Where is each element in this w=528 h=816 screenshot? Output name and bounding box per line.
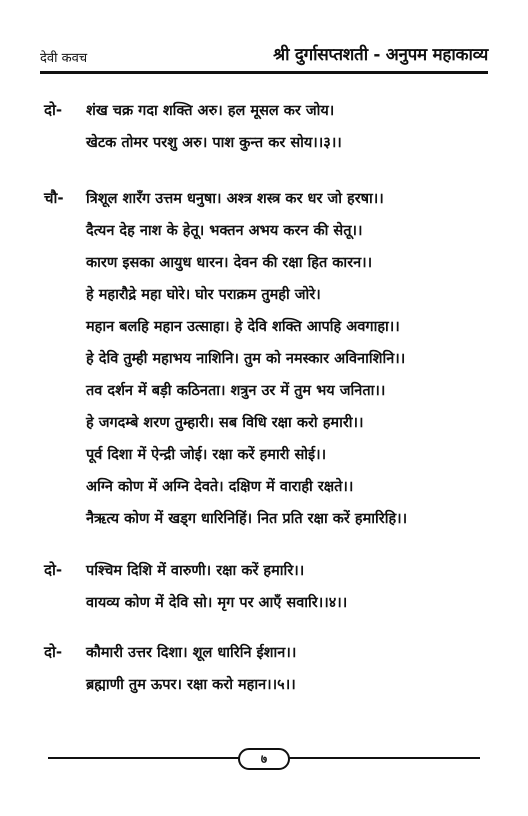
verse-line: हे महारौद्रे महा घोरे। घोर पराक्रम तुमही जोरे। xyxy=(86,287,321,303)
verse-line: शंख चक्र गदा शक्ति अरु। हल मूसल कर जोय। xyxy=(86,103,335,119)
section-title: देवी कवच xyxy=(40,51,88,66)
header-divider xyxy=(40,71,488,74)
book-title: श्री दुर्गासप्तशती - अनुपम महाकाव्य xyxy=(273,45,488,65)
verse-line: त्रिशूल शारँग उत्तम धनुषा। अश्त्र शस्त्र कर धर जो हरषा।। xyxy=(86,191,384,207)
stanza-lines xyxy=(86,188,498,540)
stanza-label: दो- xyxy=(44,101,63,119)
verse-line: ब्रह्माणी तुम ऊपर। रक्षा करो महान।।५।। xyxy=(86,677,296,693)
verse-line: पश्चिम दिशि में वारुणी। रक्षा करें हमारि।। xyxy=(86,563,305,579)
verse-line: अग्नि कोण में अग्नि देवते। दक्षिण में वाराही रक्षते।। xyxy=(86,479,354,495)
page-footer xyxy=(48,748,480,768)
verse-line: हे जगदम्बे शरण तुम्हारी। सब विधि रक्षा करो हमारी।। xyxy=(86,415,364,431)
page-header xyxy=(40,40,488,74)
stanza-lines xyxy=(86,560,498,624)
stanza-label: दो- xyxy=(44,561,63,579)
verse-line: खेटक तोमर परशु अरु। पाश कुन्त कर सोय।।३।। xyxy=(86,135,342,151)
verse-line: कौमारी उत्तर दिशा। शूल धारिनि ईशान।। xyxy=(86,645,297,661)
stanza-label: दो- xyxy=(44,643,63,661)
verse-line: दैत्यन देह नाश के हेतू। भक्तन अभय करन की सेतू।। xyxy=(86,223,363,239)
stanza-lines xyxy=(86,100,498,164)
verse-line: पूर्व दिशा में ऐन्द्री जोई। रक्षा करें हमारी सोई।। xyxy=(86,447,327,463)
verse-line: महान बलहि महान उत्साहा। हे देवि शक्ति आपहि अवगाहा।। xyxy=(86,319,400,335)
verse-line: वायव्य कोण में देवि सो। मृग पर आएँ सवारि।।४।। xyxy=(86,595,348,611)
stanza-label: चौ- xyxy=(44,189,64,207)
verse-line: कारण इसका आयुध धारन। देवन की रक्षा हित कारन।। xyxy=(86,255,373,271)
verse-line: हे देवि तुम्ही महाभय नाशिनि। तुम को नमस्कार अविनाशिनि।। xyxy=(86,351,406,367)
stanza-lines xyxy=(86,642,498,706)
verse-line: नैऋत्य कोण में खड्ग धारिनिहिं। नित प्रति रक्षा करें हमारिहि।। xyxy=(86,511,408,527)
verse-line: तव दर्शन में बड़ी कठिनता। शत्रुन उर में तुम भय जनिता।। xyxy=(86,383,386,399)
page-number: ७ xyxy=(238,748,290,770)
